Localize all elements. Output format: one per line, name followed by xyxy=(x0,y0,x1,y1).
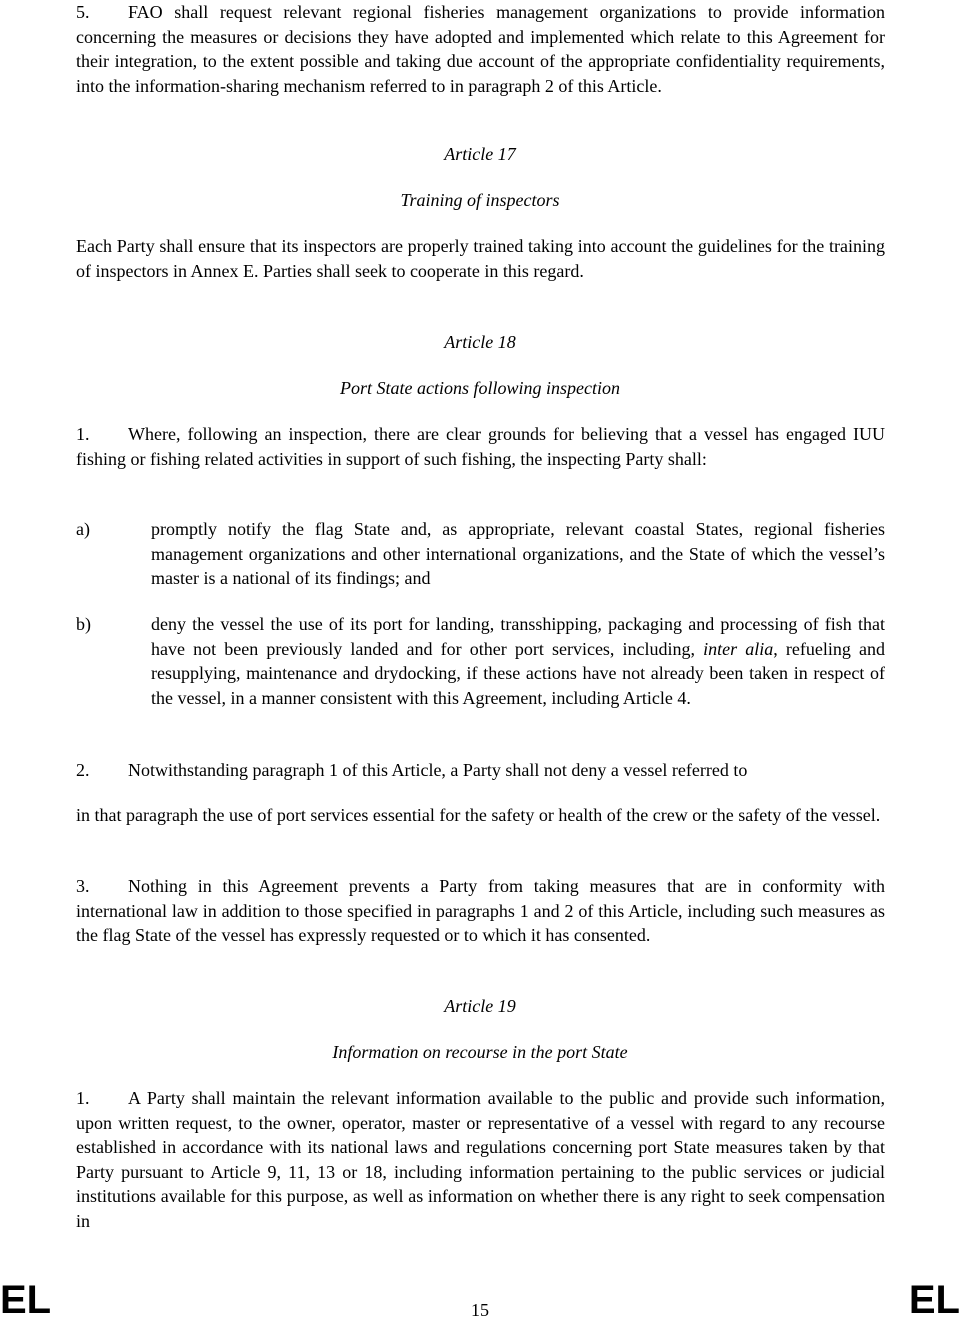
article-19-title: Information on recourse in the port State xyxy=(332,1042,628,1062)
paragraph-number: 3. xyxy=(76,876,90,896)
article-18-paragraph-2-continued: in that paragraph the use of port services essential for the safety or health of the crew or the safety of the vessel. xyxy=(76,805,881,825)
article-17-paragraph: Each Party shall ensure that its inspectors are properly trained taking into account the guidelines for the training of inspectors in Annex E. Parties shall seek to cooperate in this regard. xyxy=(76,236,885,281)
list-item-text: promptly notify the flag State and, as appropriate, relevant coastal States, regional fisheries management organizations and other international organizations, and the State of which the vessel’s master is a national of its findings; and xyxy=(151,519,885,588)
language-mark-right: EL xyxy=(908,1278,960,1322)
paragraph-number: 1. xyxy=(76,424,90,444)
paragraph-number: 5. xyxy=(76,2,90,22)
article-17-title: Training of inspectors xyxy=(400,190,560,210)
paragraph-text: Notwithstanding paragraph 1 of this Article, a Party shall not deny a vessel referred to xyxy=(128,760,748,780)
paragraph-text: Nothing in this Agreement prevents a Party from taking measures that are in conformity with international law in addition to those specified in paragraphs 1 and 2 of this Article, including such measures as the flag State of the vessel has expressly requested or to which it has consented. xyxy=(76,876,885,945)
article-18-paragraph-2 xyxy=(76,758,885,783)
list-item-text-part-1: deny the vessel the use of its port for landing, transshipping, packaging and processing of fish that have not been previously landed and for other port services, including, xyxy=(151,614,885,659)
paragraph-text: Where, following an inspection, there are clear grounds for believing that a vessel has engaged IUU fishing or fishing related activities in support of such fishing, the inspecting Party shall: xyxy=(76,424,885,469)
article-18-title: Port State actions following inspection xyxy=(340,378,620,398)
list-item-text-part-2: , refueling and resupplying, maintenance and drydocking, if these actions have not already been taken in respect of the vessel, in a manner consistent with this Agreement, including Article 4. xyxy=(151,638,885,708)
paragraph-text: A Party shall maintain the relevant information available to the public and provide such information, upon written request, to the owner, operator, master or representative of a vessel with regard to any recourse established in accordance with its national laws and regulations concerning port State measures taken by that Party pursuant to Article 9, 11, 13 or 18, including information pertaining to the public services or judicial institutions available for this purpose, as well as information on whether there is any right to seek compensation in xyxy=(76,1088,885,1231)
paragraph-number: 1. xyxy=(76,1088,90,1108)
article-18-heading: Article 18 xyxy=(444,332,516,352)
article-19-heading: Article 19 xyxy=(444,996,516,1016)
language-mark-left: EL xyxy=(0,1278,52,1322)
paragraph-number: 2. xyxy=(76,760,90,780)
page-number: 15 xyxy=(471,1300,489,1320)
article-18-paragraph-3 xyxy=(76,874,885,948)
list-item-label: b) xyxy=(76,614,91,634)
article-17-heading: Article 17 xyxy=(444,144,516,164)
article-19-paragraph-1 xyxy=(76,1086,885,1233)
paragraph-5 xyxy=(76,0,885,98)
article-18-paragraph-1 xyxy=(76,422,885,471)
latin-term: inter alia xyxy=(703,638,774,659)
list-item-text xyxy=(151,612,885,710)
list-item-label: a) xyxy=(76,519,90,539)
paragraph-text: FAO shall request relevant regional fisheries management organizations to provide information concerning the measures or decisions they have adopted and implemented which relate to this Agreement for their integration, to the extent possible and taking due account of the appropriate confidentiality requirements, into the information-sharing mechanism referred to in paragraph 2 of this Article. xyxy=(76,2,885,96)
